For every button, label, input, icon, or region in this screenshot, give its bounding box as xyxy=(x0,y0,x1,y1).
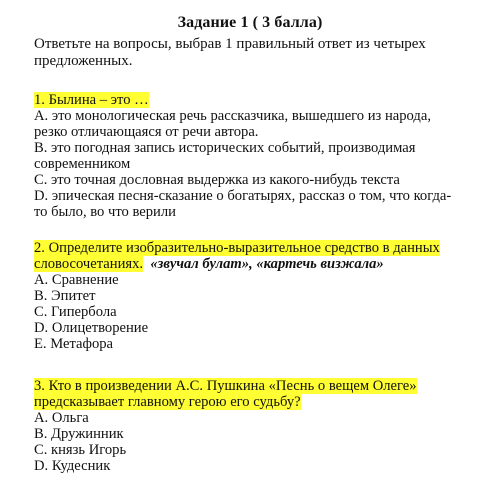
question-2-example: «звучал булат», «картечь визжала» xyxy=(150,256,384,272)
question-2-text-line-1: 2. Определите изобразительно-выразительное средство в данных xyxy=(34,240,440,256)
instructions-line-2: предложенных. xyxy=(34,53,133,69)
instructions-line-1: Ответьте на вопросы, выбрав 1 правильный ответ из четырех xyxy=(34,36,426,52)
question-3-option-c[interactable]: С. князь Игорь xyxy=(34,442,127,458)
instructions xyxy=(34,36,480,70)
question-2-option-d[interactable]: D. Олицетворение xyxy=(34,320,149,336)
question-1-option-c[interactable]: С. это точная дословная выдержка из какого-нибудь текста xyxy=(34,172,400,188)
question-2-text-line-2: словосочетаниях. xyxy=(34,256,144,272)
question-2-option-b[interactable]: В. Эпитет xyxy=(34,288,96,304)
question-1-option-a[interactable]: А. это монологическая речь рассказчика, вышедшего из народа, резко отличающаяся от речи автора. xyxy=(34,108,431,140)
question-1-option-b[interactable]: В. это погодная запись исторических событий, производимая современником xyxy=(34,140,416,172)
question-3-option-b[interactable]: В. Дружинник xyxy=(34,426,124,442)
question-2-option-e[interactable]: Е. Метафора xyxy=(34,336,114,352)
question-3-text-line-2: предсказывает главному герою его судьбу? xyxy=(34,394,301,410)
question-3-option-a[interactable]: А. Ольга xyxy=(34,410,89,426)
question-3-text-line-1: 3. Кто в произведении А.С. Пушкина «Песнь о вещем Олеге» xyxy=(34,378,417,394)
task-title: Задание 1 ( 3 балла) xyxy=(177,14,323,31)
question-3-option-d[interactable]: D. Кудесник xyxy=(34,458,111,474)
question-1-option-d[interactable]: D. эпическая песня-сказание о богатырях, рассказ о том, что когда- то было, во что верили xyxy=(34,188,452,220)
question-2-option-c[interactable]: С. Гипербола xyxy=(34,304,117,320)
question-2 xyxy=(34,240,488,352)
question-2-option-a[interactable]: А. Сравнение xyxy=(34,272,119,288)
question-1-text: 1. Былина – это … xyxy=(34,92,149,108)
question-3 xyxy=(34,378,488,474)
question-1 xyxy=(34,92,488,220)
